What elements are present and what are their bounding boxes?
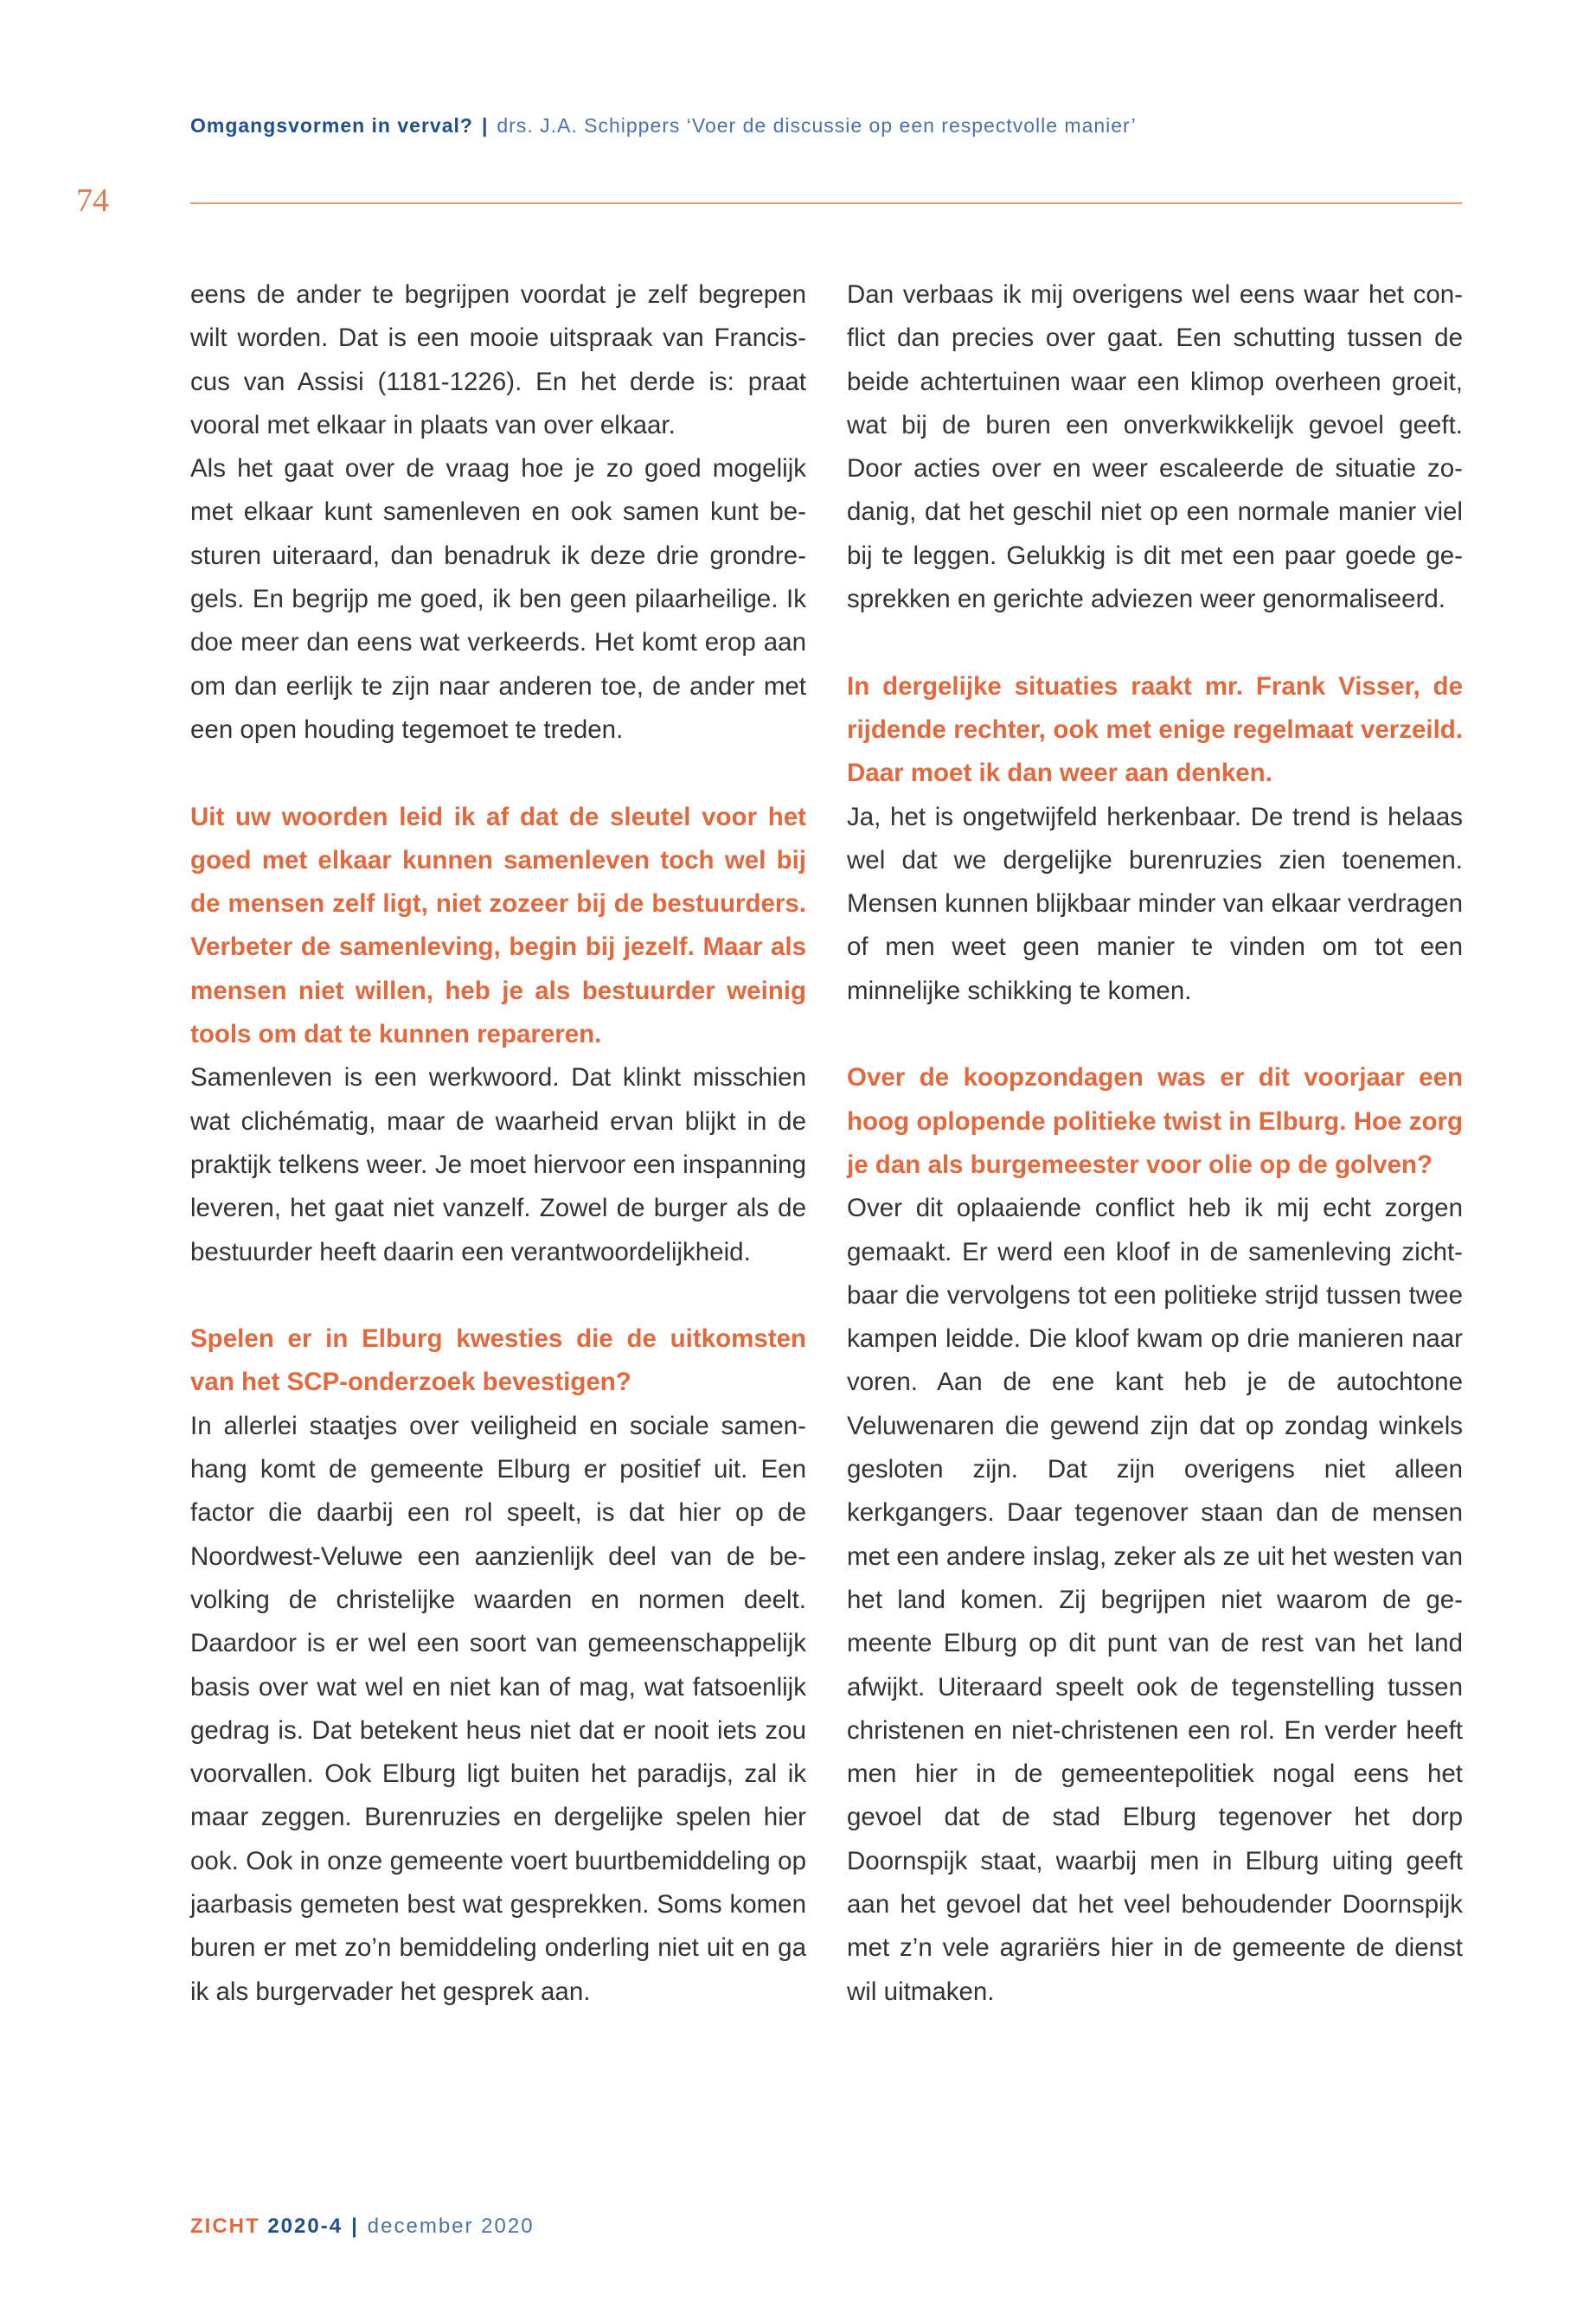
right-column	[847, 273, 1463, 2014]
interview-question: Spelen er in Elburg kwesties die de uitkomsten van het SCP-onderzoek bevestigen?	[190, 1324, 806, 1397]
body-paragraph: Ja, het is ongetwijfeld herkenbaar. De trend is helaas wel dat we dergelijke burenruzies zien toenemen. Mensen kunnen blijkbaar minder van elkaar verdragen of men weet geen manier te vinden om tot een minnelijke schikking te komen.	[847, 802, 1463, 1005]
interview-question: Over de koopzondagen was er dit voorjaar een hoog oplopende politieke twist in Elburg. Hoe zorg je dan als burgemeester voor olie op de golven?	[847, 1063, 1463, 1179]
body-paragraph: eens de ander te begrijpen voordat je zelf begrepen wilt worden. Dat is een mooie uitspraak van Franciscus van Assisi (1181-1226). En het derde is: praat vooral met elkaar in plaats van over elkaar.	[190, 280, 806, 439]
magazine-issue: 2020-4	[267, 2214, 343, 2238]
header-rule	[190, 202, 1462, 204]
interview-question: In dergelijke situaties raakt mr. Frank Visser, de rijdende rechter, ook met enige regelmaat verzeild. Daar moet ik dan weer aan denken.	[847, 671, 1463, 788]
left-column	[190, 273, 806, 2014]
issue-date: december 2020	[367, 2214, 535, 2238]
running-header	[190, 114, 1137, 138]
footer-separator: |	[351, 2214, 359, 2238]
header-separator: |	[481, 114, 489, 137]
body-paragraph: Samenleven is een werkwoord. Dat klinkt misschien wat clichématig, maar de waarheid ervan blijkt in de praktijk telkens weer. Je moet hiervoor een inspanning leveren, het gaat niet vanzelf. Zowel de burger als de bestuurder heeft daarin een verantwoordelijkheid.	[190, 1063, 806, 1266]
article-series-title: Omgangsvormen in verval?	[190, 114, 473, 137]
interview-question: Uit uw woorden leid ik af dat de sleutel voor het goed met elkaar kunnen samenleven toch wel bij de mensen zelf ligt, niet zozeer bij de bestuurders. Verbeter de samenleving, begin bij jezelf. Maar als mensen niet willen, heb je als bestuurder weinig tools om dat te kunnen repareren.	[190, 802, 806, 1049]
body-paragraph: Als het gaat over de vraag hoe je zo goed mogelijk met elkaar kunt samenleven en ook samen kunt besturen uiteraard, dan benadruk ik deze drie grondregels. En begrijp me goed, ik ben geen pilaarheilige. Ik doe meer dan eens wat verkeerds. Het komt erop aan om dan eerlijk te zijn naar anderen toe, de ander met een open houding tegemoet te treden.	[190, 454, 806, 744]
magazine-brand: ZICHT	[190, 2214, 260, 2238]
body-paragraph: Dan verbaas ik mij overigens wel eens waar het conflict dan precies over gaat. Een schutting tussen de beide achtertuinen waar een klimop overheen groeit, wat bij de buren een onverkwikkelijk gevoel geeft. Door acties over en weer escaleerde de situatie zodanig, dat het geschil niet op een normale manier viel bij te leggen. Gelukkig is dit met een paar goede gesprekken en gerichte adviezen weer genormaliseerd.	[847, 280, 1463, 614]
body-paragraph: Over dit oplaaiende conflict heb ik mij echt zorgen gemaakt. Er werd een kloof in de samenleving zichtbaar die vervolgens tot een politieke strijd tussen twee kampen leidde. Die kloof kwam op drie manieren naar voren. Aan de ene kant heb je de autochtone Veluwenaren die gewend zijn dat op zondag winkels gesloten zijn. Dat zijn overigens niet alleen kerkgangers. Daar tegenover staan dan de mensen met een andere inslag, zeker als ze uit het westen van het land komen. Zij begrijpen niet waarom de gemeente Elburg op dit punt van de rest van het land afwijkt. Uiteraard speelt ook de tegenstelling tussen christenen en niet-christenen een rol. En verder heeft men hier in de gemeentepolitiek nogal eens het gevoel dat de stad Elburg tegenover het dorp Doornspijk staat, waarbij men in Elburg uiting geeft aan het gevoel dat het veel behoudender Doornspijk met z’n vele agrariërs hier in de gemeente de dienst wil uitmaken.	[847, 1194, 1463, 2006]
body-paragraph: In allerlei staatjes over veiligheid en sociale samenhang komt de gemeente Elburg er positief uit. Een factor die daarbij een rol speelt, is dat hier op de Noordwest-Veluwe een aanzienlijk deel van de bevolking de christelijke waarden en normen deelt. Daardoor is er wel een soort van gemeenschappelijk basis over wat wel en niet kan of mag, wat fatsoenlijk gedrag is. Dat betekent heus niet dat er nooit iets zou voorvallen. Ook Elburg ligt buiten het paradijs, zal ik maar zeggen. Burenruzies en dergelijke spelen hier ook. Ook in onze gemeente voert buurtbemiddeling op jaarbasis gemeten best wat gesprekken. Soms komen buren er met zo’n bemiddeling onderling niet uit en ga ik als burgervader het gesprek aan.	[190, 1411, 806, 2006]
footer	[190, 2214, 535, 2239]
article-subtitle: drs. J.A. Schippers ‘Voer de discussie op een respectvolle manier’	[497, 114, 1137, 137]
page-number: 74	[76, 183, 109, 219]
